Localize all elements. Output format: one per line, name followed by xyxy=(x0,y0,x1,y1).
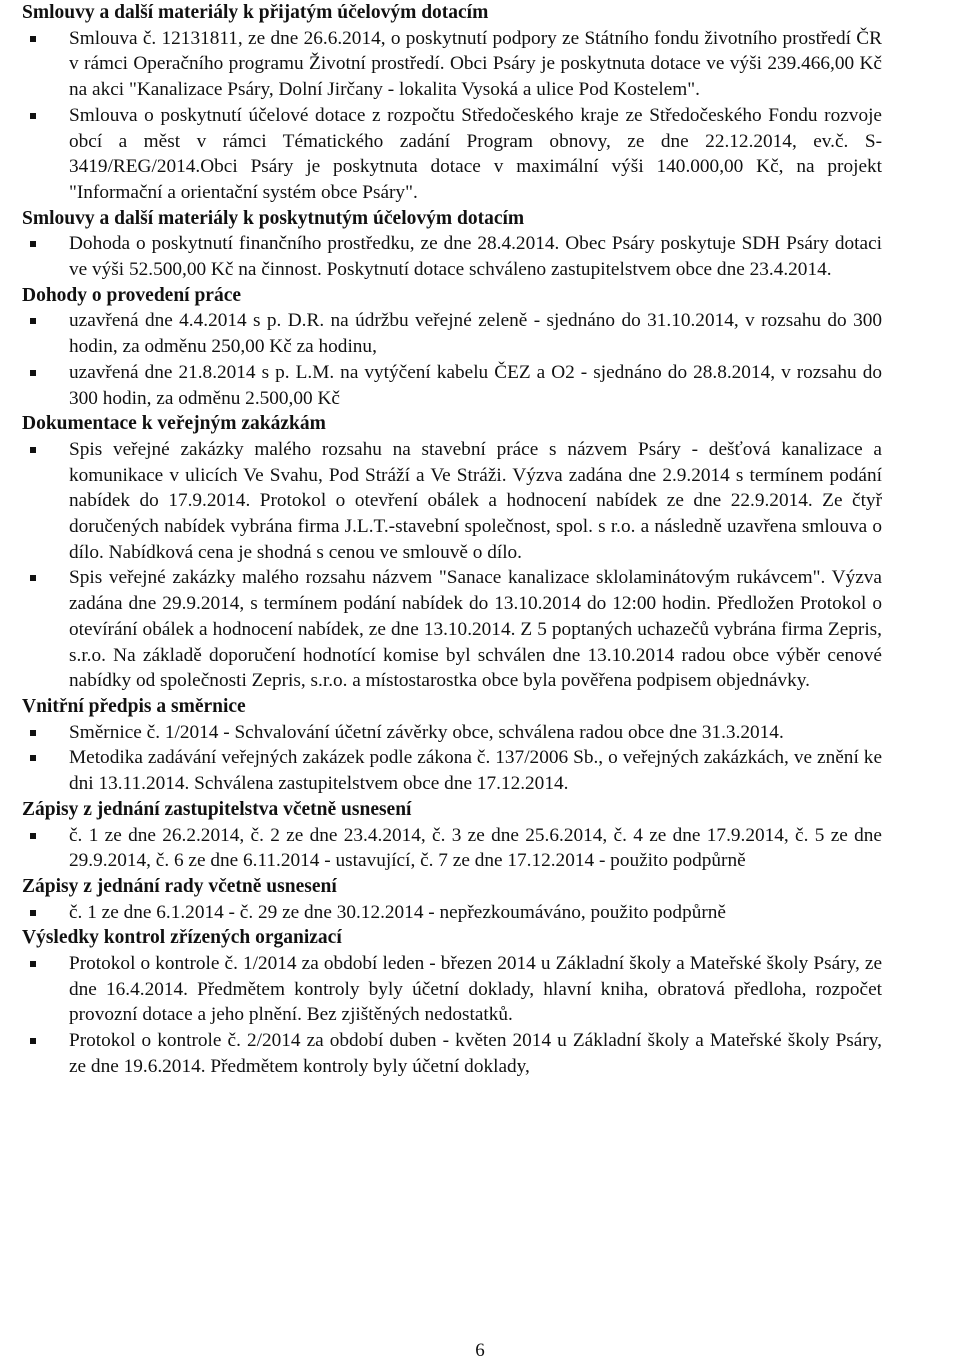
section-heading: Dohody o provedení práce xyxy=(22,284,242,306)
section-internal-regulations xyxy=(22,694,882,797)
list-item: č. 1 ze dne 26.2.2014, č. 2 ze dne 23.4.2014, č. 3 ze dne 25.6.2014, č. 4 ze dne 17.9.2014, č. 5 ze dne 29.9.2014, č. 6 ze dne 6.11.2014 - ustavující, č. 7 ze dne 17.12.2014 - použito podpůrně xyxy=(22,823,882,874)
item-list xyxy=(22,823,882,874)
item-list xyxy=(22,308,882,411)
section-heading: Zápisy z jednání rady včetně usnesení xyxy=(22,875,337,897)
document-page xyxy=(22,0,882,1080)
list-item: Protokol o kontrole č. 2/2014 za období duben - květen 2014 u Základní školy a Mateřské školy Psáry, ze dne 19.6.2014. Předmětem kontroly byly účetní doklady, xyxy=(22,1028,882,1079)
section-heading: Výsledky kontrol zřízených organizací xyxy=(22,927,342,949)
item-list xyxy=(22,231,882,282)
list-item: Směrnice č. 1/2014 - Schvalování účetní závěrky obce, schválena radou obce dne 31.3.2014. xyxy=(22,720,882,746)
item-list xyxy=(22,26,882,206)
item-list xyxy=(22,720,882,797)
list-item: Spis veřejné zakázky malého rozsahu názvem "Sanace kanalizace sklolaminátovým rukávcem". Výzva zadána dne 29.9.2014, s termínem podání nabídek do 13.10.2014 do 12:00 hodin. Předložen Protokol o otevírání obálek a hodnocení nabídek, ze dne 13.10.2014. Z 5 poptaných uchazečů vybrána firma Zepris, s.r.o. Na základě doporučení hodnotící komise byl schválen dne 13.10.2014 radou obce výběr cenové nabídky od společnosti Zepris, s.r.o. a místostarostka obce byla pověřena podpisem objednávky. xyxy=(22,565,882,694)
page-number: 6 xyxy=(475,1340,485,1361)
section-accepted-grants xyxy=(22,0,882,206)
list-item: Smlouva o poskytnutí účelové dotace z rozpočtu Středočeského kraje ze Středočeského Fondu rozvoje obcí a měst v rámci Tématického zadání Program obnovy, ze dne 22.12.2014, ev.č. S-3419/REG/2014.Obci Psáry je poskytnuta dotace v maximální výši 140.000,00 Kč, na projekt "Informační a orientační systém obce Psáry". xyxy=(22,103,882,206)
section-council-minutes xyxy=(22,797,882,874)
list-item: Dohoda o poskytnutí finančního prostředku, ze dne 28.4.2014. Obec Psáry poskytuje SDH Psáry dotaci ve výši 52.500,00 Kč na činnost. Poskytnutí dotace schváleno zastupitelstvem obce dne 23.4.2014. xyxy=(22,231,882,282)
list-item: uzavřená dne 21.8.2014 s p. L.M. na vytýčení kabelu ČEZ a O2 - sjednáno do 28.8.2014, v rozsahu do 300 hodin, za odměnu 2.500,00 Kč xyxy=(22,360,882,411)
list-item: Metodika zadávání veřejných zakázek podle zákona č. 137/2006 Sb., o veřejných zakázkách, ve znění ke dni 13.11.2014. Schválena zastupitelstvem obce dne 17.12.2014. xyxy=(22,745,882,796)
section-inspection-results xyxy=(22,925,882,1079)
section-board-minutes xyxy=(22,874,882,925)
section-heading: Vnitřní předpis a směrnice xyxy=(22,695,246,717)
list-item: Spis veřejné zakázky malého rozsahu na stavební práce s názvem Psáry - dešťová kanalizace a komunikace v ulicích Ve Svahu, Pod Stráží a Ve Stráži. Výzva zadána dne 2.9.2014 s termínem podání nabídek do 17.9.2014. Protokol o otevření obálek a hodnocení nabídek ze dne 22.9.2014. Ze čtyř doručených nabídek vybrána firma J.L.T.-stavební společnost, spol. s r.o. a následně uzavřena smlouva o dílo. Nabídková cena je shodná s cenou ve smlouvě o dílo. xyxy=(22,437,882,566)
item-list xyxy=(22,900,882,926)
section-heading: Smlouvy a další materiály k poskytnutým účelovým dotacím xyxy=(22,207,525,229)
item-list xyxy=(22,437,882,694)
item-list xyxy=(22,951,882,1080)
section-work-agreements xyxy=(22,283,882,412)
list-item: č. 1 ze dne 6.1.2014 - č. 29 ze dne 30.12.2014 - nepřezkoumáváno, použito podpůrně xyxy=(22,900,882,926)
section-public-contracts xyxy=(22,411,882,694)
section-heading: Smlouvy a další materiály k přijatým účelovým dotacím xyxy=(22,2,489,23)
list-item: Protokol o kontrole č. 1/2014 za období leden - březen 2014 u Základní školy a Mateřské školy Psáry, ze dne 16.4.2014. Předmětem kontroly byly účetní doklady, hlavní kniha, obratová předloha, rozpočet provozní dotace a jeho plnění. Bez zjištěných nedostatků. xyxy=(22,951,882,1028)
section-provided-grants xyxy=(22,206,882,283)
section-heading: Dokumentace k veřejným zakázkám xyxy=(22,413,326,435)
list-item: Smlouva č. 12131811, ze dne 26.6.2014, o poskytnutí podpory ze Státního fondu životního prostředí ČR v rámci Operačního programu Životní prostředí. Obci Psáry je poskytnuta dotace ve výši 239.466,00 Kč na akci "Kanalizace Psáry, Dolní Jirčany - lokalita Vysoká a ulice Pod Kostelem". xyxy=(22,26,882,103)
list-item: uzavřená dne 4.4.2014 s p. D.R. na údržbu veřejné zeleně - sjednáno do 31.10.2014, v rozsahu do 300 hodin, za odměnu 250,00 Kč za hodinu, xyxy=(22,308,882,359)
section-heading: Zápisy z jednání zastupitelstva včetně usnesení xyxy=(22,798,412,820)
